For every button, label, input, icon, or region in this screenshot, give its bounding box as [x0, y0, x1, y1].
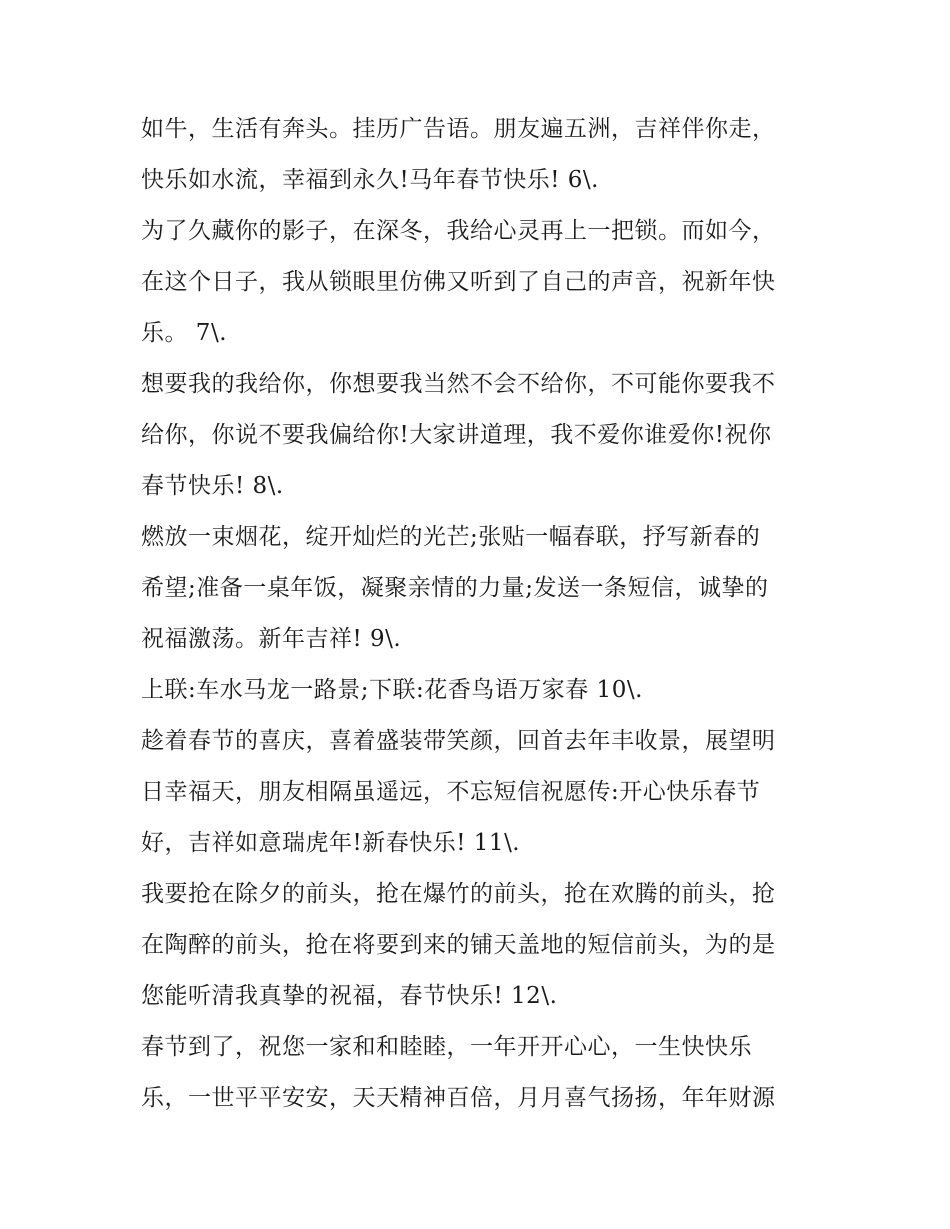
text-line: 好，吉祥如意瑞虎年!新春快乐! 11\. [141, 830, 521, 856]
text-line: 在这个日子，我从锁眼里仿佛又听到了自己的声音，祝新年快 [141, 269, 776, 295]
text-line: 快乐如水流，幸福到永久!马年春节快乐! 6\. [141, 167, 599, 193]
text-line: 在陶醉的前头，抢在将要到来的铺天盖地的短信前头，为的是 [141, 932, 776, 958]
text-line: 乐。 7\. [141, 320, 228, 346]
text-line: 想要我的我给你，你想要我当然不会不给你，不可能你要我不 [141, 371, 776, 397]
text-line: 趁着春节的喜庆，喜着盛装带笑颜，回首去年丰收景，展望明 [141, 728, 776, 754]
text-line: 乐，一世平平安安，天天精神百倍，月月喜气扬扬，年年财源 [141, 1085, 776, 1111]
text-line: 如牛，生活有奔头。挂历广告语。朋友遍五洲，吉祥伴你走， [141, 116, 776, 142]
text-line: 燃放一束烟花，绽开灿烂的光芒;张贴一幅春联，抒写新春的 [141, 524, 761, 550]
text-line: 上联:车水马龙一路景;下联:花香鸟语万家春 10\. [141, 677, 643, 703]
text-line: 希望;准备一桌年饭，凝聚亲情的力量;发送一条短信，诚挚的 [141, 575, 769, 601]
text-line: 我要抢在除夕的前头，抢在爆竹的前头，抢在欢腾的前头，抢 [141, 881, 776, 907]
text-line: 给你，你说不要我偏给你!大家讲道理，我不爱你谁爱你!祝你 [141, 422, 772, 448]
text-line: 祝福激荡。新年吉祥! 9\. [141, 626, 402, 652]
text-line: 春节到了，祝您一家和和睦睦，一年开开心心，一生快快乐 [141, 1034, 752, 1060]
text-line: 您能听清我真挚的祝福，春节快乐! 12\. [141, 983, 558, 1009]
text-line: 春节快乐! 8\. [141, 473, 284, 499]
document-body [141, 104, 821, 1124]
text-line: 为了久藏你的影子，在深冬，我给心灵再上一把锁。而如今， [141, 218, 776, 244]
text-line: 日幸福天，朋友相隔虽遥远，不忘短信祝愿传:开心快乐春节 [141, 779, 761, 805]
